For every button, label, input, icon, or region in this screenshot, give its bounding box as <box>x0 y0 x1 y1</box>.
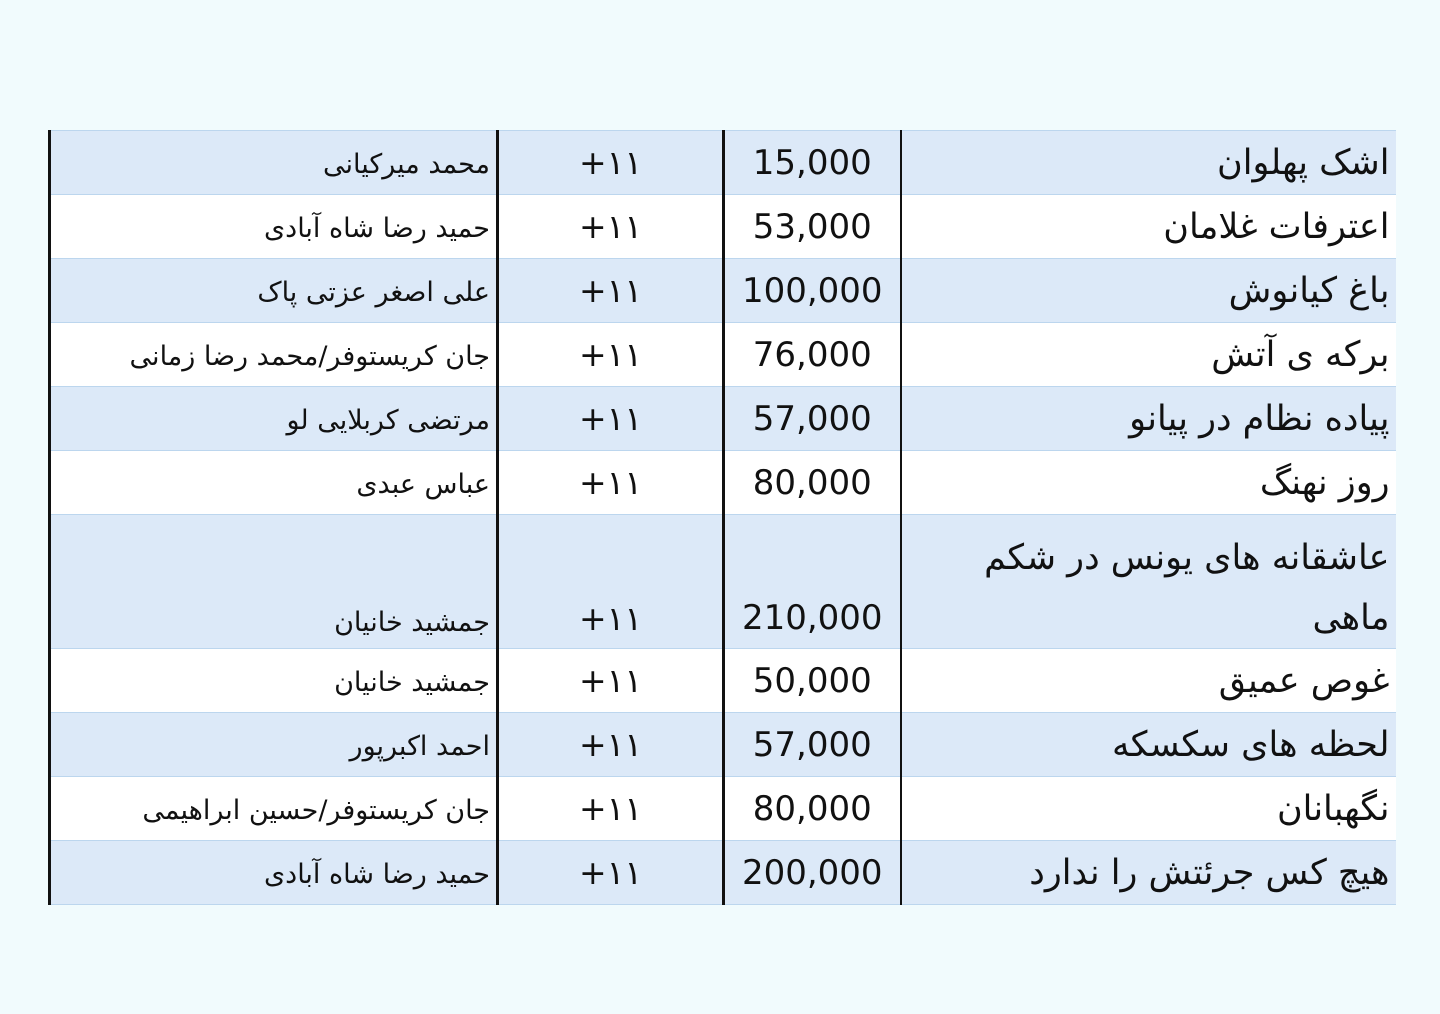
price-cell: 200,000 <box>724 841 901 905</box>
book-title-cell: روز نهنگ <box>901 451 1396 515</box>
table-row <box>50 515 1396 649</box>
table-row <box>50 451 1396 515</box>
age-group-cell: +۱۱ <box>498 451 724 515</box>
table-row <box>50 195 1396 259</box>
table-row <box>50 259 1396 323</box>
author-cell: جان کریستوفر/حسین ابراهیمی <box>50 777 498 841</box>
age-group-cell: +۱۱ <box>498 195 724 259</box>
table-row <box>50 649 1396 713</box>
book-title-cell: برکه ی آتش <box>901 323 1396 387</box>
price-cell: 80,000 <box>724 451 901 515</box>
table-row <box>50 387 1396 451</box>
table-row <box>50 841 1396 905</box>
price-cell: 210,000 <box>724 515 901 649</box>
book-title-cell: نگهبانان <box>901 777 1396 841</box>
book-price-table <box>48 130 1396 905</box>
author-cell: جان کریستوفر/محمد رضا زمانی <box>50 323 498 387</box>
age-group-cell: +۱۱ <box>498 713 724 777</box>
price-cell: 76,000 <box>724 323 901 387</box>
price-cell: 100,000 <box>724 259 901 323</box>
age-group-cell: +۱۱ <box>498 259 724 323</box>
age-group-cell: +۱۱ <box>498 131 724 195</box>
table-row <box>50 323 1396 387</box>
age-group-cell: +۱۱ <box>498 649 724 713</box>
age-group-cell: +۱۱ <box>498 323 724 387</box>
age-group-cell: +۱۱ <box>498 515 724 649</box>
age-group-cell: +۱۱ <box>498 387 724 451</box>
table-row <box>50 777 1396 841</box>
book-title-cell: هیچ کس جرئتش را ندارد <box>901 841 1396 905</box>
book-title-cell: باغ کیانوش <box>901 259 1396 323</box>
author-cell: عباس عبدی <box>50 451 498 515</box>
author-cell: مرتضی کربلایی لو <box>50 387 498 451</box>
author-cell: محمد میرکیانی <box>50 131 498 195</box>
price-cell: 50,000 <box>724 649 901 713</box>
author-cell: حمید رضا شاه آبادی <box>50 195 498 259</box>
book-title-cell: غوص عمیق <box>901 649 1396 713</box>
age-group-cell: +۱۱ <box>498 777 724 841</box>
age-group-cell: +۱۱ <box>498 841 724 905</box>
book-title-cell: لحظه های سکسکه <box>901 713 1396 777</box>
author-cell: جمشید خانیان <box>50 649 498 713</box>
author-cell: جمشید خانیان <box>50 515 498 649</box>
book-title-cell: پیاده نظام در پیانو <box>901 387 1396 451</box>
price-cell: 57,000 <box>724 713 901 777</box>
author-cell: حمید رضا شاه آبادی <box>50 841 498 905</box>
price-cell: 57,000 <box>724 387 901 451</box>
book-title-cell: اعترفات غلامان <box>901 195 1396 259</box>
table-row <box>50 713 1396 777</box>
book-title-cell: عاشقانه های یونس در شکم ماهی <box>901 515 1396 649</box>
price-cell: 53,000 <box>724 195 901 259</box>
author-cell: احمد اکبرپور <box>50 713 498 777</box>
book-title-cell: اشک پهلوان <box>901 131 1396 195</box>
price-cell: 15,000 <box>724 131 901 195</box>
price-cell: 80,000 <box>724 777 901 841</box>
author-cell: علی اصغر عزتی پاک <box>50 259 498 323</box>
table-row <box>50 131 1396 195</box>
